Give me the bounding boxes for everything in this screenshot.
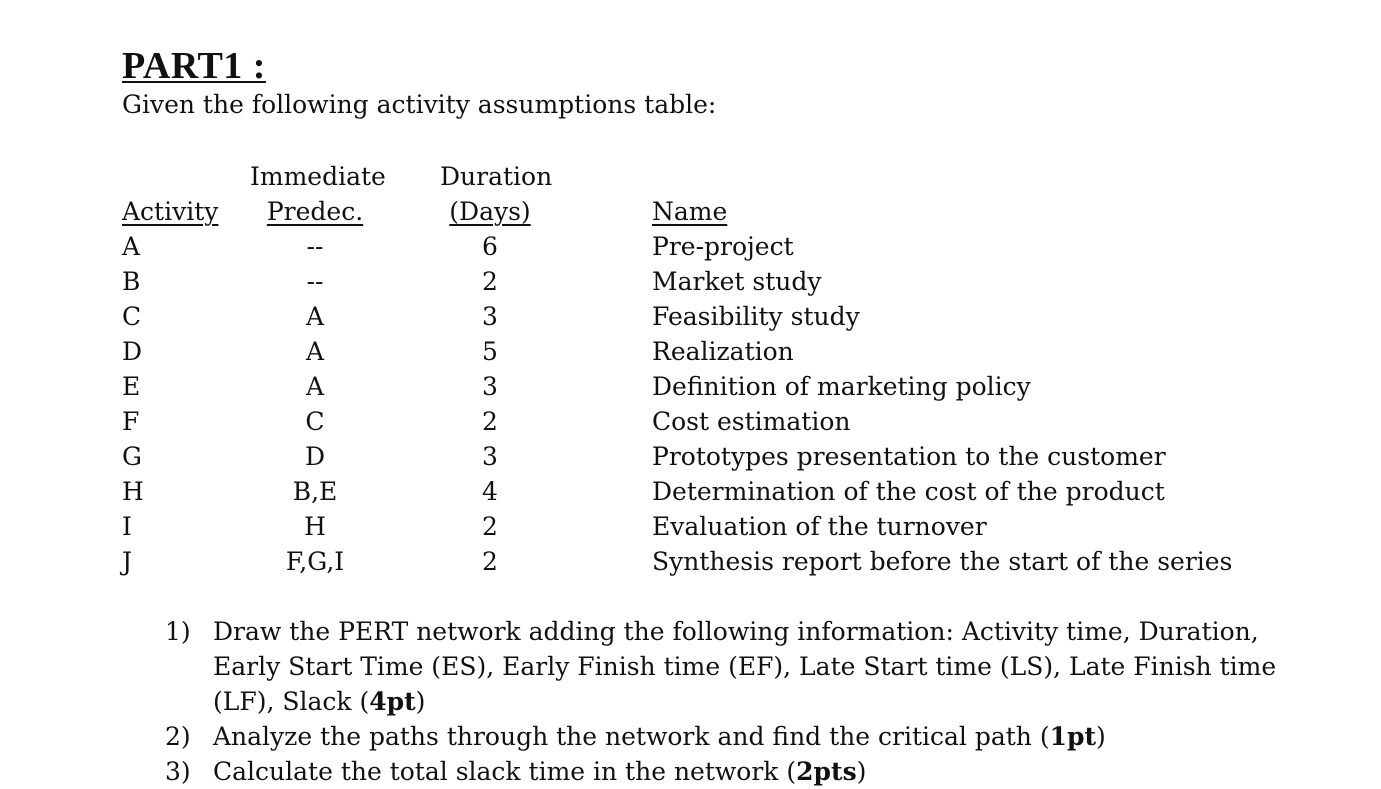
activity-cell: A — [122, 232, 141, 261]
header-activity: Activity — [122, 197, 219, 226]
points-label: 1pt — [1049, 722, 1097, 751]
predec-cell: A — [305, 372, 325, 401]
name-cell: Definition of marketing policy — [652, 372, 1031, 401]
predec-cell: F,G,I — [285, 547, 345, 576]
name-cell: Pre-project — [652, 232, 794, 261]
intro-text: Given the following activity assumptions table: — [122, 90, 717, 119]
activity-cell: J — [122, 547, 133, 576]
duration-cell: 2 — [482, 547, 498, 576]
predec-cell: A — [305, 337, 325, 366]
points-label: 4pt — [369, 687, 416, 716]
name-cell: Cost estimation — [652, 407, 851, 436]
header-duration: (Days) — [449, 197, 531, 226]
duration-cell: 3 — [482, 442, 498, 471]
header-predec: Predec. — [266, 197, 364, 226]
points-label: 2pts — [796, 757, 857, 786]
duration-cell: 6 — [482, 232, 498, 261]
name-cell: Feasibility study — [652, 302, 860, 331]
header-duration-top: Duration — [440, 162, 553, 191]
activity-cell: I — [122, 512, 132, 541]
question-list — [165, 614, 1285, 789]
question-number: 3) — [165, 757, 191, 786]
duration-cell: 5 — [482, 337, 498, 366]
name-cell: Synthesis report before the start of the series — [652, 547, 1233, 576]
duration-cell: 3 — [482, 372, 498, 401]
activity-cell: C — [122, 302, 142, 331]
question-item — [165, 614, 1285, 719]
predec-cell: D — [304, 442, 326, 471]
question-text: Calculate the total slack time in the network (2pts) — [213, 757, 867, 786]
predec-cell: -- — [306, 232, 324, 261]
duration-cell: 4 — [482, 477, 498, 506]
question-number: 2) — [165, 722, 191, 751]
name-cell: Prototypes presentation to the customer — [652, 442, 1166, 471]
question-item — [165, 719, 1285, 754]
duration-cell: 2 — [482, 267, 498, 296]
duration-cell: 2 — [482, 407, 498, 436]
activity-cell: F — [122, 407, 140, 436]
duration-cell: 3 — [482, 302, 498, 331]
activity-cell: G — [122, 442, 142, 471]
name-cell: Evaluation of the turnover — [652, 512, 987, 541]
name-cell: Determination of the cost of the product — [652, 477, 1165, 506]
question-text: Draw the PERT network adding the following information: Activity time, Duration, Early Start Time (ES), Early Finish time (EF), Late Start time (LS), Late Finish time (LF), Slack (4pt) — [213, 617, 1277, 716]
page-title: PART1 : — [122, 45, 266, 87]
header-name: Name — [652, 197, 728, 226]
predec-cell: H — [304, 512, 326, 541]
predec-cell: C — [305, 407, 325, 436]
question-number: 1) — [165, 617, 191, 646]
duration-cell: 2 — [482, 512, 498, 541]
activity-cell: D — [122, 337, 143, 366]
predec-cell: -- — [306, 267, 324, 296]
name-cell: Market study — [652, 267, 822, 296]
question-text: Analyze the paths through the network and find the critical path (1pt) — [213, 722, 1106, 751]
activity-cell: B — [122, 267, 141, 296]
header-predec-top: Immediate — [250, 162, 386, 191]
name-cell: Realization — [652, 337, 794, 366]
predec-cell: B,E — [292, 477, 338, 506]
activity-cell: E — [122, 372, 141, 401]
predec-cell: A — [305, 302, 325, 331]
activity-cell: H — [122, 477, 144, 506]
question-item — [165, 754, 1285, 789]
